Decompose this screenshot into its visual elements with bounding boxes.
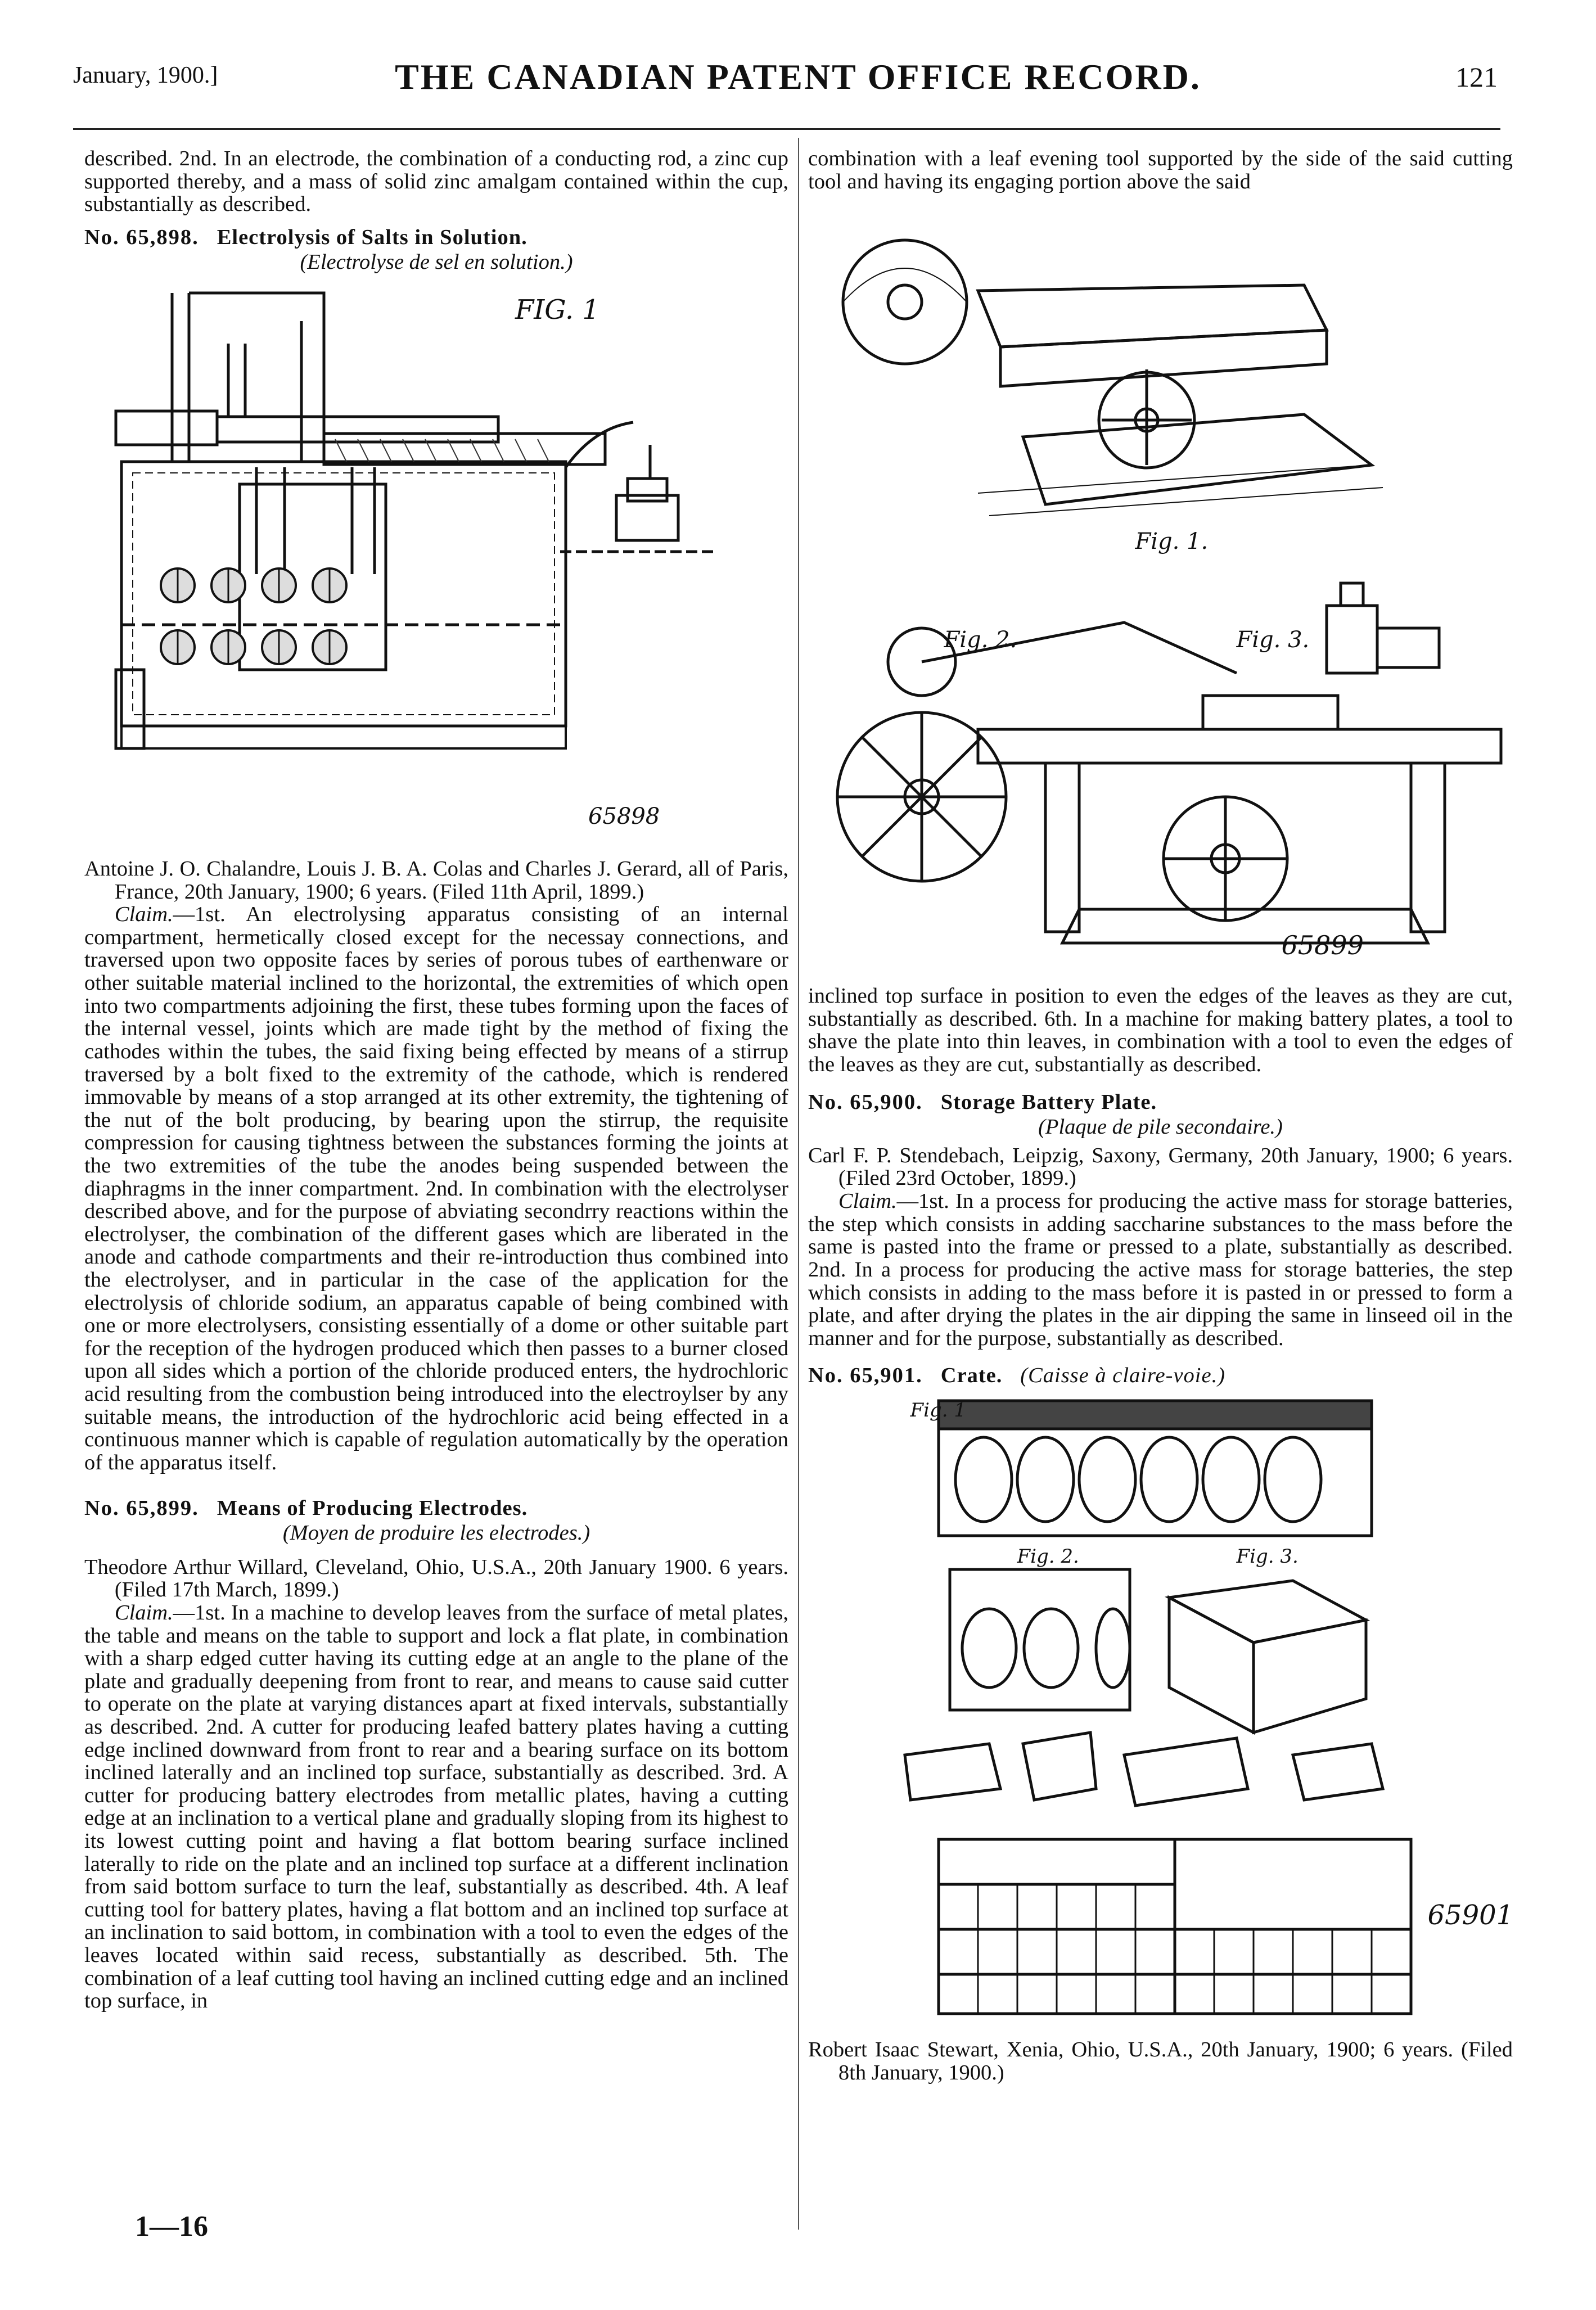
patent-65900-claim-text: —1st. In a process for producing the active mass for storage batteries, the step which consists in adding saccharine substances to the mass before the same is pasted into the frame or pressed to a plate, substantially as described. 2nd. In a process for producing the active mass for storage batteries, the step which consists in adding to the mass before it is pasted in or pressed to form a plate, and after drying the plates in the air dipping the same in linseed oil in the manner and for the purpose, substantially as described. [808,1189,1513,1350]
figure-65901-number: 65901 [1427,1899,1514,1931]
figure-65901-fig2-label: Fig. 2. [1017,1545,1079,1568]
header-title: THE CANADIAN PATENT OFFICE RECORD. [395,57,1201,97]
figure-65899-fig3-label: Fig. 3. [1236,627,1310,653]
patent-65901-heading [808,1364,1513,1387]
figure-65899-machine [809,201,1512,977]
header-date: January, 1900.] [73,62,218,88]
right-continuation-top: combination with a leaf evening tool supported by the side of the said cutting tool and having its engaging portion above the said [808,147,1513,193]
figure-65901-crate [809,1395,1512,2031]
patent-65900-title: Storage Battery Plate. [940,1090,1157,1114]
electrolyser-drawing [99,282,774,850]
figure-65899-fig2-label: Fig. 2. [944,627,1017,653]
patent-65900-claim-label: Claim. [838,1189,897,1213]
patent-65901-inventors: Robert Isaac Stewart, Xenia, Ohio, U.S.A., 20th January, 1900; 6 years. (Filed 8th January, 1900.) [808,2037,1513,2085]
patent-65901-title: Crate. [940,1364,1003,1388]
patent-65898-french-title: (Electrolyse de sel en solution.) [300,250,573,274]
patent-65901-french-title: (Caisse à claire-voie.) [1020,1364,1226,1388]
patent-65898-claim-label: Claim. [114,903,173,927]
page-header [0,0,1596,129]
patent-65900-french-title: (Plaque de pile secondaire.) [1038,1115,1283,1139]
patent-65898-number: No. 65,898. [84,225,199,249]
patent-65899-claim-label: Claim. [114,1600,173,1625]
patent-65898-claims [84,903,788,1474]
right-continuation-bottom: inclined top surface in position to even the edges of the leaves as they are cut, substantially as described. 6th. In a machine for making battery plates, a tool to shave the plate into thin leaves, in combination with a tool to even the edges of the leaves as they are cut, substantially as described. [808,984,1513,1077]
patent-65899-title: Means of Producing Electrodes. [217,1496,528,1520]
column-divider [798,138,799,2230]
left-column [84,147,788,2013]
header-page-number: 121 [1455,61,1498,93]
patent-65900-heading [808,1091,1513,1114]
patent-65898-inventors: Antoine J. O. Chalandre, Louis J. B. A. Colas and Charles J. Gerard, all of Paris, France, 20th January, 1900; 6 years. (Filed 11th April, 1899.) [84,857,788,904]
figure-65901-fig3-label: Fig. 3. [1236,1545,1299,1568]
patent-65898-claim-text: —1st. An electrolysing apparatus consisting of an internal compartment, hermetically closed except for the necessay connections, and traversed upon two opposite faces by series of porous tubes of earthenware or other suitable material inclined to the horizontal, the extremities of which open into two compartments adjoining the first, these tubes forming upon the faces of the internal vessel, joints which are made tight by the method of fixing the cathodes within the tubes, the said fixing being effected by means of a stirrup traversed by a bolt fixed to the extremity of the cathode, which is rendered immovable by means of a stop arranged at its other extremity, the tightening of the nut of the bolt producing, by bearing upon the stirrup, the requisite compression for causing tightness between the substances forming the joints at the two extremities of the tube the anodes being suspended between the diaphragms in the inner compartment. 2nd. In combination with the electrolyser described above, and for the purpose of abviating secondrry reactions within the electrolyser, the combination of the different gases which are liberated in the anode and cathode compartments and their re-introduction thus combined into the electrolyser, and in particular in the case of the application for the electrolysis of chloride sodium, an apparatus capable of being combined with one or more electrolysers, consisting essentially of a dome or other suitable part for the reception of the hydrogen produced which then passes to a burner closed upon all sides which a portion of the chloride produced enters, the hydrochloric acid resulting from the combustion being introduced into the electroylser by any suitable means, the introduction of the hydrochloric acid being effected in a continuous manner which is capable of regulation automatically by the operation of the apparatus itself. [84,903,788,1474]
patent-65899-inventors: Theodore Arthur Willard, Cleveland, Ohio, U.S.A., 20th January 1900. 6 years. (Filed 17th March, 1899.) [84,1555,788,1602]
figure-65899-number: 65899 [1281,930,1364,961]
left-continuation-text: described. 2nd. In an electrode, the combination of a conducting rod, a zinc cup supported thereby, and a mass of solid zinc amalgam contained within the cup, substantially as described. [84,147,788,216]
figure-65901-fig1-label: Fig. 1 [910,1398,966,1422]
patent-65900-number: No. 65,900. [808,1090,923,1114]
patent-65899-heading [84,1497,788,1520]
figure-65898-label: FIG. 1 [515,294,599,326]
patent-65899-claim-text: —1st. In a machine to develop leaves from the surface of metal plates, the table and means on the table to support and lock a flat plate, in combination with a sharp edged cutter having its cutting edge at an angle to the plane of the plate and gradually deepening from front to rear, and means to cause said cutter to operate on the plate at varying distances apart at fixed intervals, substantially as described. 2nd. A cutter for producing leafed battery plates having a cutting edge inclined downward from front to rear and a bearing surface on its bottom inclined laterally and an inclined top surface, substantially as described. 3rd. A cutter for producing battery electrodes from metallic plates, having a cutting edge at an inclination to a vertical plane and gradually sloping from its highest to its lowest cutting point and having a flat bottom bearing surface inclined laterally to ride on the plate and an inclined top surface at a different inclination from said bottom surface to turn the leaf, substantially as described. 4th. A leaf cutting tool for battery plates, having a flat bottom and an inclined top surface at an inclination to said bottom, in combination with a tool to even the edges of the leaves located within said recess, substantially as described. 5th. The combination of a leaf cutting tool having an inclined cutting edge and an inclined top surface, in [84,1600,788,2013]
figure-65898-electrolyser [99,282,774,850]
machine-drawing [809,201,1512,977]
patent-65899-claims [84,1601,788,2013]
patent-65901-number: No. 65,901. [808,1364,923,1388]
patent-65899-number: No. 65,899. [84,1496,199,1520]
right-column [808,147,1513,2084]
patent-65900-claims [808,1190,1513,1350]
patent-65900-inventors: Carl F. P. Stendebach, Leipzig, Saxony, Germany, 20th January, 1900; 6 years. (Filed 23rd October, 1899.) [808,1143,1513,1190]
page-footer-signature: 1—16 [135,2210,208,2243]
crate-drawing [809,1395,1512,2031]
header-rule [73,128,1500,130]
patent-65898-heading [84,226,788,249]
patent-65899-french-title: (Moyen de produire les electrodes.) [282,1521,590,1545]
figure-65898-number: 65898 [588,804,660,830]
figure-65899-fig1-label: Fig. 1. [1135,529,1209,555]
patent-65898-title: Electrolysis of Salts in Solution. [217,225,528,249]
